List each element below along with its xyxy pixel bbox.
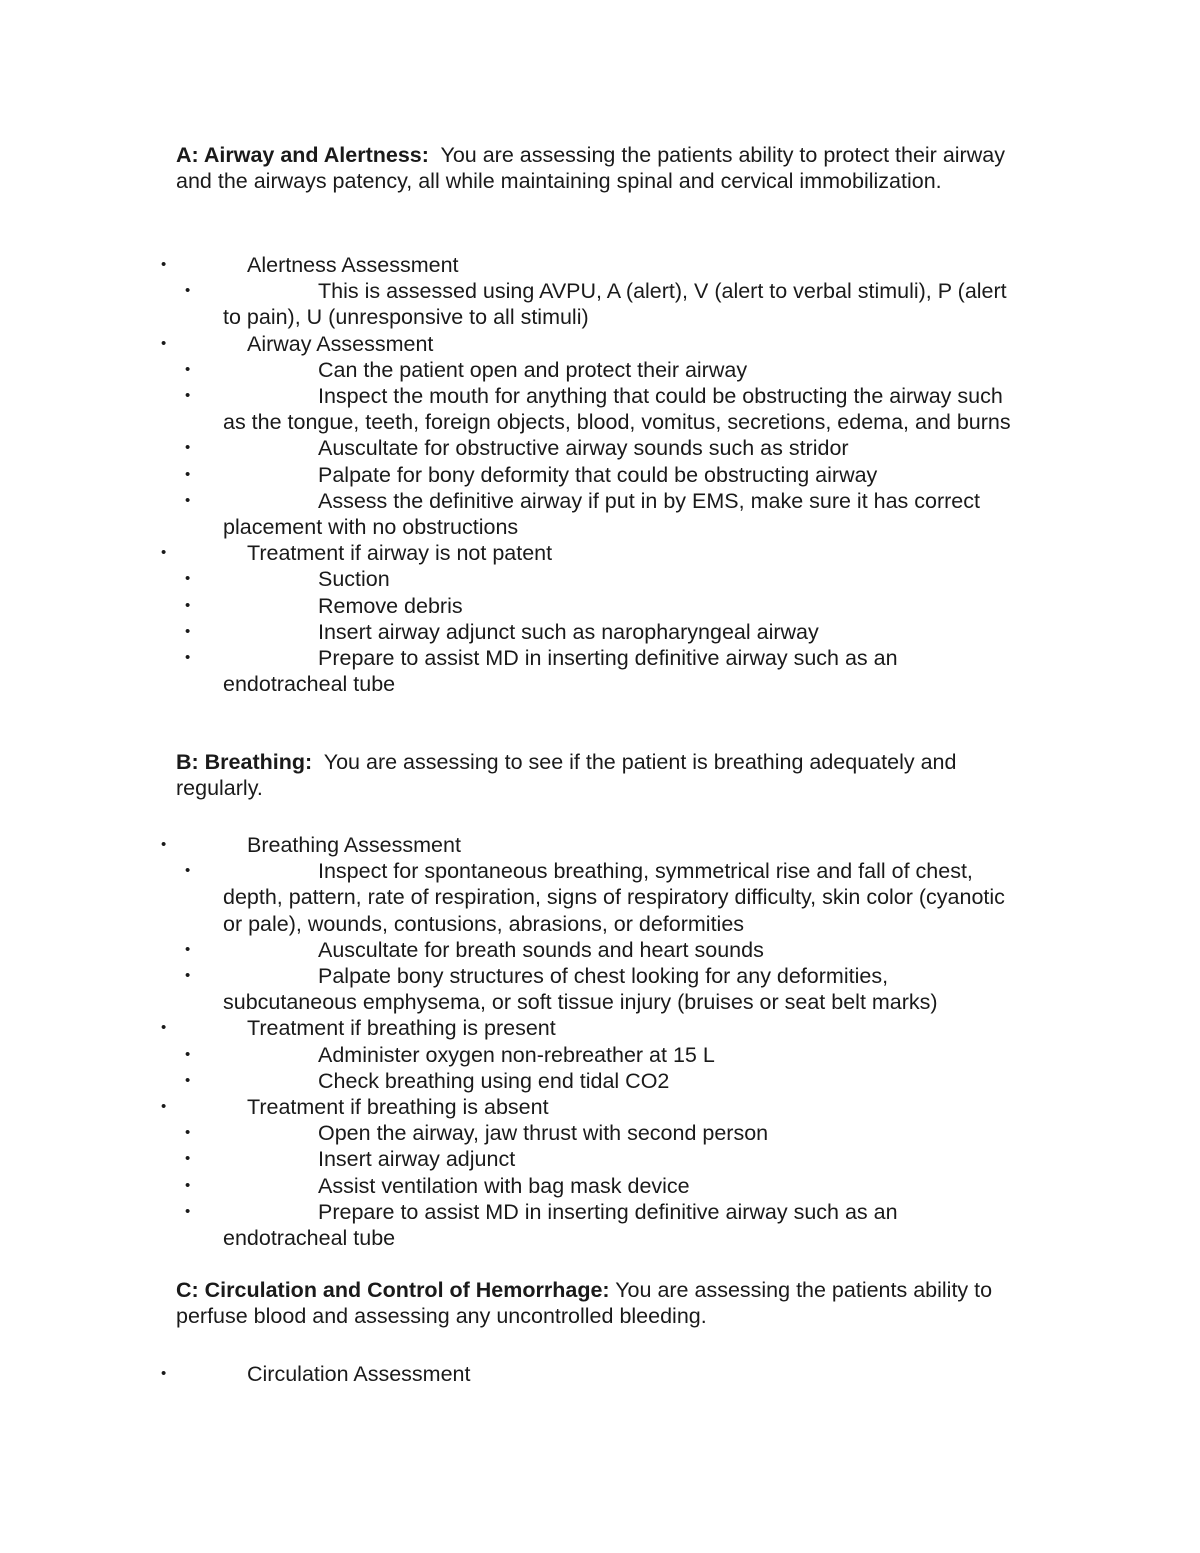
bullet-icon: • xyxy=(185,570,191,588)
list-item: • Airway Assessment xyxy=(161,331,434,356)
list-item: • Prepare to assist MD in inserting definitive airway such as an endotracheal tube xyxy=(185,646,898,697)
bullet-icon: • xyxy=(185,967,191,985)
bullet-icon: • xyxy=(161,544,167,562)
list-item: • Insert airway adjunct xyxy=(185,1147,516,1172)
section-a-heading: A: Airway and Alertness: xyxy=(176,143,429,167)
bullet-icon: • xyxy=(185,1124,191,1142)
list-item: • Palpate for bony deformity that could be obstructing airway xyxy=(185,462,878,487)
list-item: • Inspect the mouth for anything that could be obstructing the airway such as the tongue, teeth, foreign objects, blood, vomitus, secretions, edema, and burns xyxy=(185,384,1011,435)
list-item: • Inspect for spontaneous breathing, symmetrical rise and fall of chest, depth, pattern, rate of respiration, signs of respiratory difficulty, skin color (cyanotic or pale), wounds, contusions, abrasions, or deformities xyxy=(185,859,1005,936)
list-item: • Assess the definitive airway if put in by EMS, make sure it has correct placement with no obstructions xyxy=(185,488,980,540)
list-item: • Suction xyxy=(185,567,390,592)
list-item: • Can the patient open and protect their airway xyxy=(185,357,748,382)
section-c-heading: C: Circulation and Control of Hemorrhage: xyxy=(176,1278,610,1302)
list-item: • Insert airway adjunct such as naropharyngeal airway xyxy=(185,619,819,644)
list-item: • Remove debris xyxy=(185,593,463,618)
bullet-icon: • xyxy=(161,1019,167,1037)
section-c-list xyxy=(0,1361,1200,1387)
bullet-icon: • xyxy=(161,1365,167,1382)
section-c-paragraph xyxy=(176,1277,1026,1329)
list-item: • Palpate bony structures of chest looking for any deformities, subcutaneous emphysema, or soft tissue injury (bruises or seat belt marks) xyxy=(185,964,938,1015)
section-b-paragraph xyxy=(176,749,1026,801)
list-item: • Breathing Assessment xyxy=(161,833,461,857)
list-item: • Treatment if breathing is absent xyxy=(161,1095,549,1120)
section-a-intro: You are assessing the patients ability to protect their airway and the airways patency, all while maintaining spinal and cervical immobilization. xyxy=(176,143,1005,193)
bullet-icon: • xyxy=(185,282,191,300)
bullet-icon: • xyxy=(185,940,191,958)
list-item: • Auscultate for obstructive airway sounds such as stridor xyxy=(185,436,849,461)
list-item: • Auscultate for breath sounds and heart sounds xyxy=(185,937,764,962)
bullet-icon: • xyxy=(185,360,191,378)
list-item: • Treatment if breathing is present xyxy=(161,1016,556,1041)
section-a-list xyxy=(0,252,1200,697)
section-a-paragraph xyxy=(176,142,1026,194)
bullet-icon: • xyxy=(161,836,167,853)
bullet-icon: • xyxy=(161,1098,167,1116)
bullet-icon: • xyxy=(185,862,191,880)
bullet-icon: • xyxy=(185,596,191,614)
list-item: • Circulation Assessment xyxy=(161,1362,471,1386)
bullet-icon: • xyxy=(185,439,191,457)
bullet-icon: • xyxy=(185,649,191,667)
section-c-intro: You are assessing the patients ability to perfuse blood and assessing any uncontrolled bleeding. xyxy=(176,1278,993,1328)
section-b-intro: You are assessing to see if the patient is breathing adequately and regularly. xyxy=(176,750,957,800)
list-item: • Prepare to assist MD in inserting definitive airway such as an endotracheal tube xyxy=(185,1199,898,1251)
list-item: • Assist ventilation with bag mask device xyxy=(185,1173,690,1198)
bullet-icon: • xyxy=(185,1045,191,1063)
list-item: • Check breathing using end tidal CO2 xyxy=(185,1068,670,1093)
bullet-icon: • xyxy=(185,1071,191,1089)
bullet-icon: • xyxy=(185,622,191,640)
bullet-icon: • xyxy=(185,1150,191,1168)
list-item: • Open the airway, jaw thrust with second person xyxy=(185,1121,769,1146)
bullet-icon: • xyxy=(185,1176,191,1194)
bullet-icon: • xyxy=(185,491,191,509)
section-b-list xyxy=(0,832,1200,1251)
section-b-heading: B: Breathing: xyxy=(176,750,313,774)
list-item: • Administer oxygen non-rebreather at 15 L xyxy=(185,1042,715,1067)
list-item: • Treatment if airway is not patent xyxy=(161,541,553,566)
bullet-icon: • xyxy=(161,334,167,352)
bullet-icon: • xyxy=(161,256,167,273)
bullet-icon: • xyxy=(185,387,191,405)
bullet-icon: • xyxy=(185,465,191,483)
list-item: • Alertness Assessment xyxy=(161,253,459,277)
list-item: • This is assessed using AVPU, A (alert), V (alert to verbal stimuli), P (alert to pain), U (unresponsive to all stimuli) xyxy=(185,279,1007,330)
bullet-icon: • xyxy=(185,1202,191,1220)
